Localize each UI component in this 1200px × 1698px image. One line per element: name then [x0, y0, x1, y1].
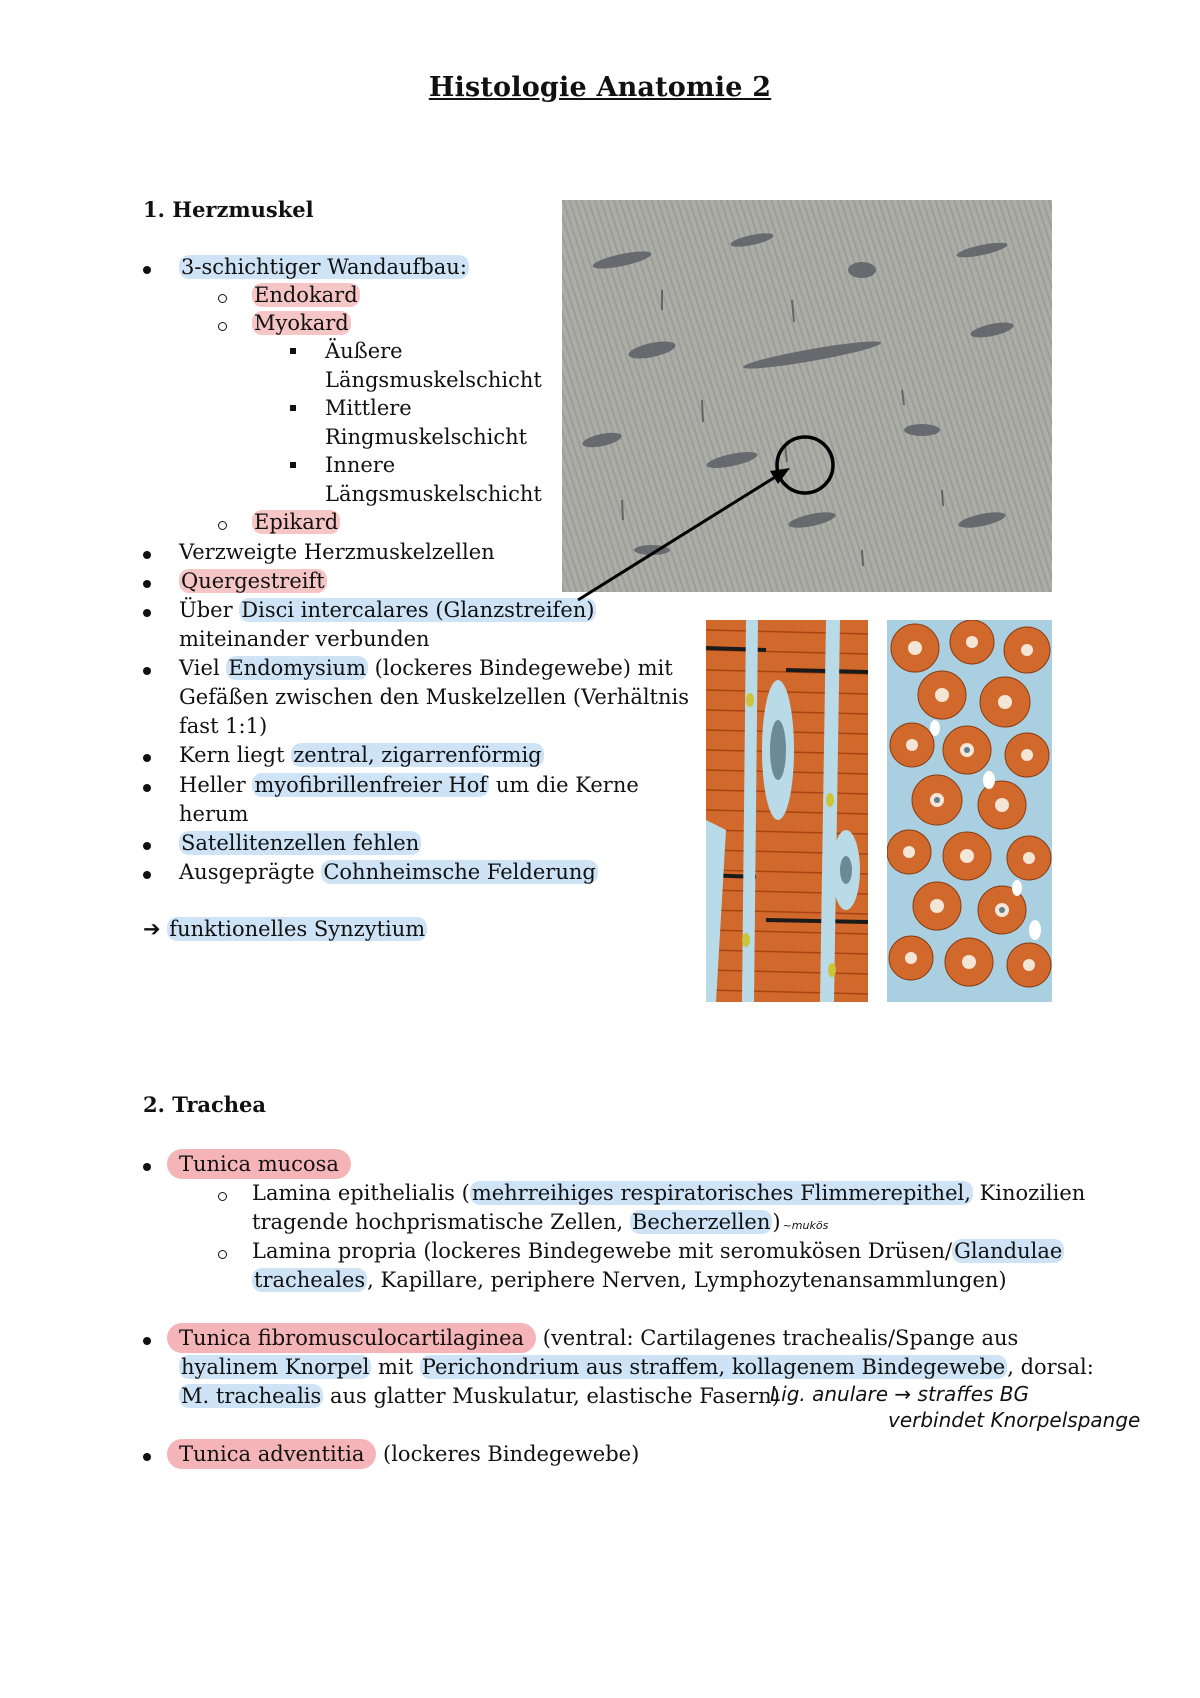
section-heading-herzmuskel: 1. Herzmuskel: [143, 197, 314, 222]
herzmuskel-laengsschnitt-drawing: [706, 620, 868, 1002]
bullet: [143, 1337, 151, 1345]
list-item: herum: [179, 802, 249, 826]
list-item: hyalinem Knorpel mit Perichondrium aus straffem, kollagenem Bindegewebe, dorsal:: [181, 1355, 1094, 1379]
list-item: Mittlere: [325, 396, 412, 420]
list-item: Endokard: [254, 283, 358, 307]
list-item: Myokard: [254, 311, 349, 335]
bullet: [218, 1192, 227, 1201]
handwritten-note: ~mukös: [782, 1219, 829, 1232]
list-item: Längsmuskelschicht: [325, 368, 542, 392]
list-item: Über Disci intercalares (Glanzstreifen): [179, 598, 595, 622]
list-item: Quergestreift: [181, 569, 325, 593]
bullet: [218, 1250, 227, 1259]
page-title: Histologie Anatomie 2: [428, 72, 772, 103]
conclusion: ➔ funktionelles Synzytium: [143, 917, 426, 941]
list-item: Innere: [325, 453, 396, 477]
list-item: Viel Endomysium (lockeres Bindegewebe) mit: [179, 656, 673, 680]
list-item: miteinander verbunden: [179, 627, 430, 651]
list-item: Tunica mucosa: [179, 1150, 351, 1178]
list-item: tragende hochprismatische Zellen, Becherzellen) ~mukös: [252, 1210, 829, 1234]
list-item: tracheales, Kapillare, periphere Nerven, Lymphozytenansammlungen): [254, 1268, 1007, 1292]
handwritten-note: verbindet Knorpelspange: [888, 1408, 1141, 1432]
list-item: Heller myofibrillenfreier Hof um die Kerne: [179, 773, 639, 797]
section-heading-trachea: 2. Trachea: [143, 1092, 267, 1117]
list-item: Kern liegt zentral, zigarrenförmig: [179, 743, 542, 767]
arrow-right-icon: ➔: [143, 917, 161, 941]
handwritten-note: Lig. anulare → straffes BG: [770, 1382, 1030, 1406]
list-item: Ringmuskelschicht: [325, 425, 528, 449]
list-item: Lamina propria (lockeres Bindegewebe mit seromukösen Drüsen/Glandulae: [252, 1239, 1063, 1263]
bullet: [143, 1453, 151, 1461]
herzmuskel-querschnitt-drawing: [887, 620, 1052, 1002]
list-item: Satellitenzellen fehlen: [181, 831, 420, 855]
list-item: 3-schichtiger Wandaufbau:: [181, 255, 467, 279]
list-item: Tunica adventitia (lockeres Bindegewebe): [179, 1440, 639, 1468]
list-item: Längsmuskelschicht: [325, 482, 542, 506]
list-item: Lamina epithelialis (mehrreihiges respiratorisches Flimmerepithel, Kinozilien: [252, 1181, 1086, 1205]
list-item: Epikard: [254, 510, 339, 534]
bullet: [143, 1163, 151, 1171]
list-item: Ausgeprägte Cohnheimsche Felderung: [179, 860, 596, 884]
list-item: Tunica fibromusculocartilaginea (ventral: Cartilagenes trachealis/Spange aus: [179, 1324, 1018, 1352]
list-item: Verzweigte Herzmuskelzellen: [179, 540, 495, 564]
list-item: Gefäßen zwischen den Muskelzellen (Verhältnis: [179, 685, 690, 709]
list-item: fast 1:1): [179, 714, 268, 738]
list-item: Äußere: [325, 339, 403, 363]
list-item: M. trachealis aus glatter Muskulatur, elastische Fasern): [181, 1384, 780, 1408]
